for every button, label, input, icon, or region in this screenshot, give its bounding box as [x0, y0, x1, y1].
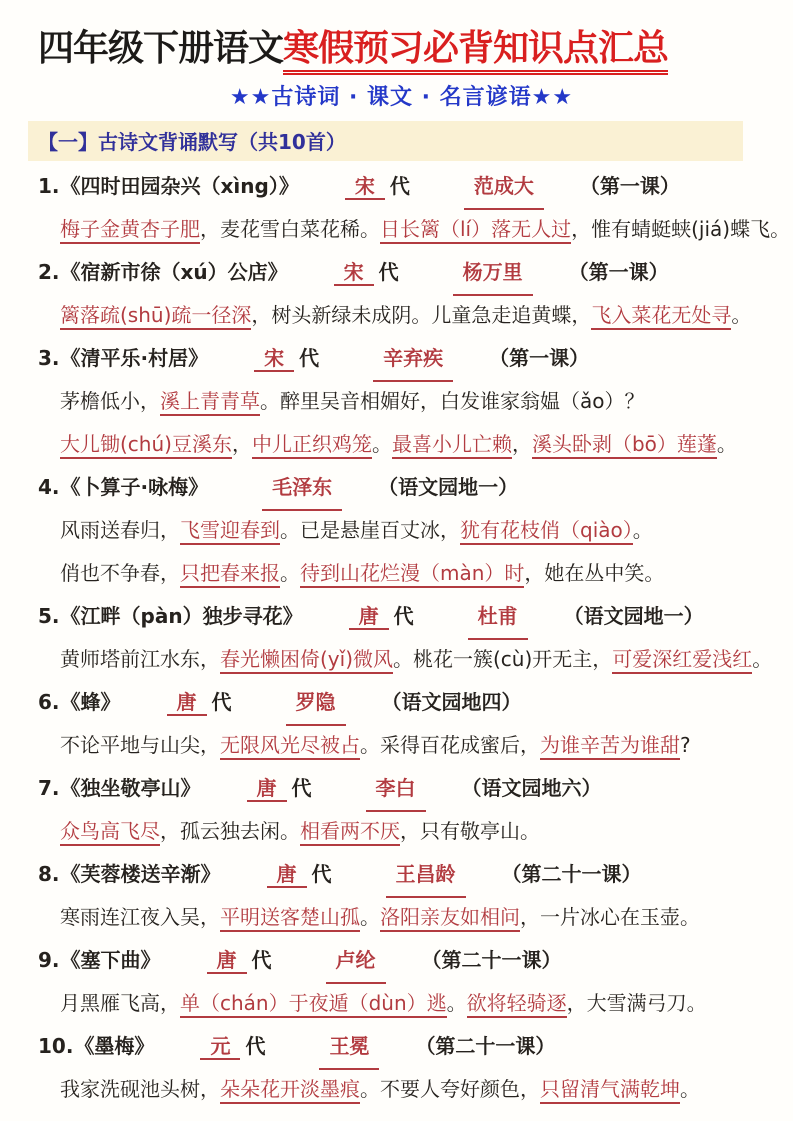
poem-lesson-ref: （语文园地四） — [381, 690, 522, 714]
poem-dynasty — [167, 681, 232, 724]
verse-segment-highlighted: 中儿正织鸡笼 — [252, 432, 372, 459]
poem-block — [38, 1025, 765, 1111]
verse-line — [38, 509, 765, 552]
poem-number: 4. — [38, 475, 60, 499]
verse-line — [38, 1068, 765, 1111]
poem-dynasty — [247, 767, 312, 810]
verse-line — [38, 982, 765, 1025]
verse-segment: 我家洗砚池头树， — [60, 1077, 220, 1101]
verse-segment-highlighted: 篱落疏(shū)疏一径深 — [60, 303, 251, 330]
verse-line — [38, 380, 765, 423]
poem-title: 《清平乐·村居》 — [60, 346, 209, 370]
poem-header-row — [38, 939, 765, 982]
poem-author: 罗隐 — [286, 681, 346, 726]
verse-segment: 月黑雁飞高， — [60, 991, 180, 1015]
verse-segment: 。醉里吴音相媚好，白发谁家翁媪（ǎo）？ — [260, 389, 645, 413]
poem-lesson-ref: （第一课） — [579, 174, 680, 198]
poem-block — [38, 466, 765, 595]
verse-segment: ，她在丛中笑。 — [524, 561, 665, 585]
verse-segment-highlighted: 欲将轻骑逐 — [467, 991, 567, 1018]
poem-dynasty-suffix: 代 — [311, 862, 332, 886]
poem-author: 范成大 — [464, 165, 544, 210]
poem-dynasty-suffix: 代 — [389, 174, 410, 198]
poem-header-row — [38, 1025, 765, 1068]
verse-line — [38, 810, 765, 853]
poem-block — [38, 939, 765, 1025]
verse-line — [38, 724, 765, 767]
verse-segment: ，大雪满弓刀。 — [566, 991, 707, 1015]
poem-block — [38, 165, 791, 251]
poem-lesson-ref: （第二十一课） — [415, 1034, 556, 1058]
section-header: 【一】古诗文背诵默写（共10首） — [28, 121, 743, 161]
verse-segment: ，树头新绿未成阴。儿童急走追黄蝶， — [251, 303, 592, 327]
verse-segment-highlighted: 溪头卧剥（bō）莲蓬 — [532, 432, 717, 459]
verse-segment: 。已是悬崖百丈冰， — [280, 518, 460, 542]
poem-header-row — [38, 466, 765, 509]
verse-segment: 。 — [680, 1077, 700, 1101]
verse-segment: 俏也不争春， — [60, 561, 180, 585]
poem-list — [38, 165, 791, 1111]
page-title-red-part: 寒假预习必背知识点汇总 — [283, 28, 668, 75]
poem-dynasty-suffix: 代 — [251, 948, 272, 972]
verse-segment-highlighted: 飞入菜花无处寻 — [591, 303, 731, 330]
poem-number: 5. — [38, 604, 60, 628]
poem-header-row — [38, 595, 765, 638]
verse-segment-highlighted: 平明送客楚山孤 — [220, 905, 360, 932]
poem-title: 《四时田园杂兴（xìng）》 — [60, 174, 299, 198]
verse-line — [38, 208, 791, 251]
poem-title: 《宿新市徐（xú）公店》 — [60, 260, 288, 284]
poem-lesson-ref: （语文园地一） — [378, 475, 519, 499]
page-title-black-part: 四年级下册语文 — [38, 28, 284, 69]
verse-segment-highlighted: 待到山花烂漫（màn）时 — [300, 561, 524, 588]
verse-segment: ，一片冰心在玉壶。 — [520, 905, 700, 929]
verse-segment: 。 — [280, 561, 300, 585]
verse-segment-highlighted: 日长篱（lí）落无人过 — [380, 217, 571, 244]
verse-segment: 。不要人夸好颜色， — [360, 1077, 540, 1101]
poem-author: 辛弃疾 — [373, 337, 453, 382]
verse-line — [38, 896, 765, 939]
poem-author: 杨万里 — [453, 251, 533, 296]
verse-segment: ? — [680, 733, 691, 757]
poem-number: 10. — [38, 1034, 74, 1058]
verse-segment: 。 — [716, 432, 737, 456]
verse-segment-highlighted: 众鸟高飞尽 — [60, 819, 160, 846]
poem-number: 7. — [38, 776, 60, 800]
poem-number: 2. — [38, 260, 60, 284]
verse-segment-highlighted: 春光懒困倚(yǐ)微风 — [220, 647, 393, 674]
poem-dynasty-suffix: 代 — [211, 690, 232, 714]
poem-dynasty — [345, 165, 410, 208]
verse-segment-highlighted: 无限风光尽被占 — [220, 733, 360, 760]
verse-segment: ， — [231, 432, 252, 456]
verse-segment: 。 — [371, 432, 392, 456]
verse-segment: 黄师塔前江水东， — [60, 647, 220, 671]
verse-segment: 。 — [731, 303, 752, 327]
verse-segment-highlighted: 只把春来报 — [180, 561, 280, 588]
poem-title: 《蜂》 — [60, 690, 121, 714]
poem-title: 《芙蓉楼送辛渐》 — [60, 862, 221, 886]
verse-segment: ，孤云独去闲。 — [160, 819, 300, 843]
verse-segment-highlighted: 溪上青青草 — [160, 389, 260, 416]
verse-segment: ，麦花雪白菜花稀。 — [200, 217, 380, 241]
poem-lesson-ref: （第二十一课） — [501, 862, 642, 886]
verse-segment-highlighted: 犹有花枝俏（qiào） — [460, 518, 633, 545]
poem-block — [38, 681, 765, 767]
page-title — [38, 26, 765, 71]
poem-block — [38, 337, 765, 466]
poem-header-row — [38, 165, 765, 208]
poem-dynasty-name: 唐 — [247, 776, 287, 802]
verse-segment-highlighted: 为谁辛苦为谁甜 — [540, 733, 680, 760]
poem-author: 杜甫 — [468, 595, 528, 640]
poem-dynasty-name: 唐 — [167, 690, 207, 716]
verse-line — [38, 294, 765, 337]
poem-title: 《江畔（pàn）独步寻花》 — [60, 604, 303, 628]
verse-segment: 。 — [446, 991, 467, 1015]
verse-segment-highlighted: 梅子金黄杏子肥 — [60, 217, 200, 244]
poem-dynasty-suffix: 代 — [291, 776, 312, 800]
poem-header-row — [38, 681, 765, 724]
verse-segment: 寒雨连江夜入吴， — [60, 905, 220, 929]
poem-header-row — [38, 767, 765, 810]
poem-dynasty-name: 唐 — [349, 604, 389, 630]
poem-author: 李白 — [366, 767, 426, 812]
verse-segment: 。 — [752, 647, 773, 671]
poem-block — [38, 251, 765, 337]
verse-segment-highlighted: 大儿锄(chú)豆溪东 — [60, 432, 232, 459]
poem-dynasty-suffix: 代 — [393, 604, 414, 628]
poem-author: 卢纶 — [326, 939, 386, 984]
poem-author: 王冕 — [319, 1025, 379, 1070]
verse-line — [38, 423, 765, 466]
verse-segment: 风雨送春归， — [60, 518, 180, 542]
poem-title: 《墨梅》 — [74, 1034, 155, 1058]
verse-segment-highlighted: 最喜小儿亡赖 — [392, 432, 512, 459]
poem-dynasty-suffix: 代 — [299, 346, 320, 370]
poem-header-row — [38, 853, 765, 896]
verse-segment-highlighted: 飞雪迎春到 — [180, 518, 280, 545]
poem-author: 王昌龄 — [386, 853, 466, 898]
verse-segment-highlighted: 洛阳亲友如相问 — [380, 905, 520, 932]
poem-title: 《独坐敬亭山》 — [60, 776, 201, 800]
poem-header-row — [38, 337, 765, 380]
poem-lesson-ref: （语文园地一） — [563, 604, 704, 628]
poem-number: 3. — [38, 346, 60, 370]
poem-block — [38, 767, 765, 853]
verse-segment: ， — [511, 432, 532, 456]
verse-segment-highlighted: 单（chán）于夜遁（dùn）逃 — [180, 991, 447, 1018]
verse-segment: 。 — [360, 905, 380, 929]
verse-segment: 。桃花一簇(cù)开无主， — [393, 647, 613, 671]
verse-line — [38, 552, 765, 595]
poem-dynasty — [267, 853, 332, 896]
poem-dynasty — [334, 251, 399, 294]
poem-number: 9. — [38, 948, 60, 972]
poem-lesson-ref: （第一课） — [489, 346, 590, 370]
poem-dynasty-name: 元 — [200, 1034, 240, 1060]
poem-dynasty — [254, 337, 319, 380]
poem-dynasty-suffix: 代 — [245, 1034, 266, 1058]
poem-block — [38, 595, 773, 681]
verse-segment: 。 — [632, 518, 653, 542]
verse-segment: ，只有敬亭山。 — [400, 819, 540, 843]
poem-header-row — [38, 251, 765, 294]
poem-lesson-ref: （第一课） — [568, 260, 669, 284]
page-subtitle: ★★古诗词 · 课文 · 名言谚语★★ — [229, 85, 574, 110]
poem-dynasty-name: 宋 — [345, 174, 385, 200]
poem-dynasty-name: 宋 — [334, 260, 374, 286]
poem-dynasty-name: 唐 — [207, 948, 247, 974]
poem-dynasty — [200, 1025, 265, 1068]
poem-author: 毛泽东 — [262, 466, 342, 511]
poem-title: 《卜算子·咏梅》 — [60, 475, 209, 499]
verse-segment: 。采得百花成蜜后， — [360, 733, 540, 757]
poem-dynasty — [207, 939, 272, 982]
poem-dynasty-suffix: 代 — [378, 260, 399, 284]
poem-dynasty-name: 宋 — [254, 346, 294, 372]
poem-dynasty-name: 唐 — [267, 862, 307, 888]
poem-block — [38, 853, 765, 939]
verse-segment-highlighted: 朵朵花开淡墨痕 — [220, 1077, 360, 1104]
verse-segment: 茅檐低小， — [60, 389, 160, 413]
poem-lesson-ref: （语文园地六） — [461, 776, 602, 800]
verse-segment-highlighted: 相看两不厌 — [300, 819, 400, 846]
poem-number: 1. — [38, 174, 60, 198]
poem-number: 8. — [38, 862, 60, 886]
verse-segment: ，惟有蜻蜓蛱(jiá)蝶飞。 — [571, 217, 791, 241]
poem-lesson-ref: （第二十一课） — [421, 948, 562, 972]
poem-title: 《塞下曲》 — [60, 948, 161, 972]
poem-number: 6. — [38, 690, 60, 714]
verse-segment: 不论平地与山尖， — [60, 733, 220, 757]
poem-dynasty — [349, 595, 414, 638]
verse-segment-highlighted: 只留清气满乾坤 — [540, 1077, 680, 1104]
verse-line — [38, 638, 773, 681]
verse-segment-highlighted: 可爱深红爱浅红 — [612, 647, 752, 674]
